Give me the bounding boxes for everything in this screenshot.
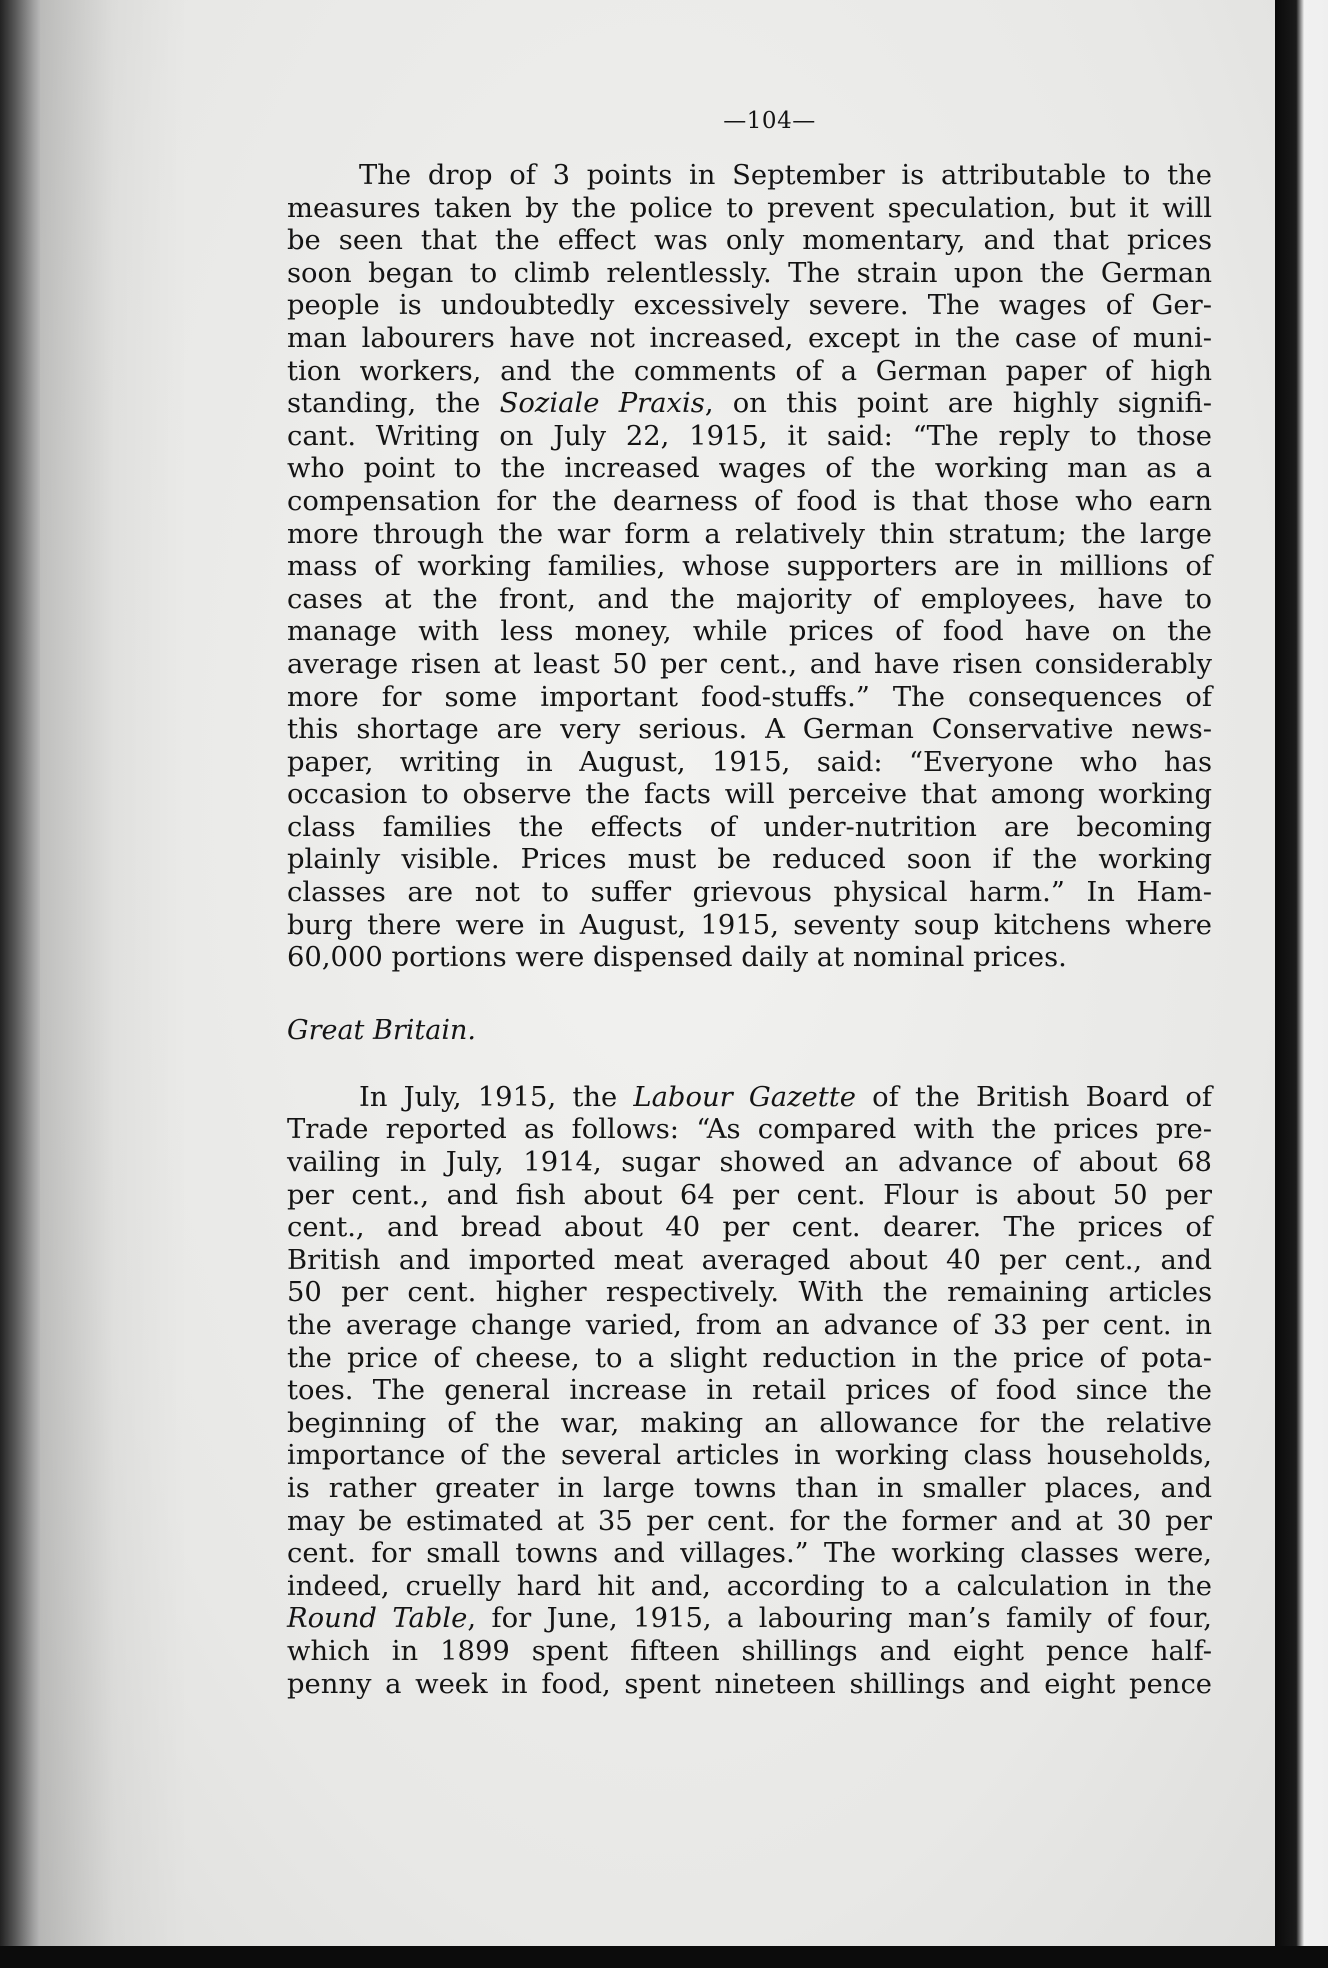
- text-line: is rather greater in large towns than in smaller places, and: [287, 1472, 1212, 1504]
- publication-title-soziale-praxis: Soziale Praxis: [499, 388, 705, 420]
- text-line: [287, 1603, 1212, 1636]
- text-line: class families the effects of under-nutrition are becoming: [287, 811, 1212, 843]
- text-line: more through the war form a relatively thin stratum; the large: [287, 518, 1212, 550]
- text-line: measures taken by the police to prevent speculation, but it will: [287, 192, 1212, 224]
- text-line: toes. The general increase in retail prices of food since the: [287, 1375, 1212, 1407]
- text-line: mass of working families, whose supporters are in millions of: [287, 551, 1212, 583]
- text-line: burg there were in August, 1915, seventy soup kitchens where: [287, 909, 1212, 941]
- text-line: more for some important food-stuffs.” The consequences of: [287, 681, 1212, 713]
- page-number: —104—: [723, 108, 816, 134]
- text-fragment: standing, the: [287, 388, 500, 420]
- text-line: compensation for the dearness of food is that those who earn: [287, 485, 1212, 517]
- text-line: the price of cheese, to a slight reduction in the price of pota-: [287, 1342, 1212, 1374]
- text-line: man labourers have not increased, except in the case of muni-: [287, 322, 1212, 354]
- text-line: [287, 1082, 1212, 1115]
- text-line: indeed, cruelly hard hit and, according to a calculation in the: [287, 1570, 1212, 1602]
- text-fragment: In July, 1915, the: [359, 1081, 634, 1113]
- page-content: [287, 108, 1212, 1701]
- text-line: classes are not to suffer grievous physical harm.” In Ham-: [287, 877, 1212, 909]
- text-line: paper, writing in August, 1915, said: “Everyone who has: [287, 746, 1212, 778]
- publication-title-labour-gazette: Labour Gazette: [633, 1081, 856, 1113]
- text-fragment: , for June, 1915, a labouring man’s family of four,: [467, 1603, 1212, 1635]
- text-line: may be estimated at 35 per cent. for the former and at 30 per: [287, 1505, 1212, 1537]
- text-line: be seen that the effect was only momentary, and that prices: [287, 225, 1212, 257]
- text-line: people is undoubtedly excessively severe. The wages of Ger-: [287, 290, 1212, 322]
- paragraph-germany-prices: [287, 160, 1212, 975]
- text-fragment: , on this point are highly signifi-: [704, 388, 1212, 420]
- text-line: cant. Writing on July 22, 1915, it said: “The reply to those: [287, 420, 1212, 452]
- text-line: the average change varied, from an advance of 33 per cent. in: [287, 1310, 1212, 1341]
- text-line: [287, 388, 1212, 421]
- text-line: cent. for small towns and villages.” The working classes were,: [287, 1538, 1212, 1570]
- text-line: British and imported meat averaged about 40 per cent., and: [287, 1244, 1212, 1276]
- right-page-edge: [1275, 0, 1328, 1968]
- text-line: cases at the front, and the majority of employees, have to: [287, 583, 1212, 615]
- text-line: tion workers, and the comments of a German paper of high: [287, 355, 1212, 387]
- text-line: who point to the increased wages of the working man as a: [287, 453, 1212, 485]
- text-line: soon began to climb relentlessly. The strain upon the German: [287, 257, 1212, 289]
- text-line: manage with less money, while prices of food have on the: [287, 616, 1212, 648]
- text-line: occasion to observe the facts will perceive that among working: [287, 779, 1212, 811]
- text-line: vailing in July, 1914, sugar showed an advance of about 68: [287, 1147, 1212, 1179]
- text-line: cent., and bread about 40 per cent. dearer. The prices of: [287, 1212, 1212, 1244]
- text-line: 60,000 portions were dispensed daily at nominal prices.: [287, 942, 1067, 974]
- paragraph-britain-prices: [287, 1082, 1212, 1701]
- text-line: per cent., and fish about 64 per cent. Flour is about 50 per: [287, 1179, 1212, 1211]
- text-line: plainly visible. Prices must be reduced soon if the working: [287, 844, 1212, 876]
- text-line: which in 1899 spent fifteen shillings and eight pence half-: [287, 1635, 1212, 1667]
- text-line: beginning of the war, making an allowance for the relative: [287, 1407, 1212, 1439]
- bottom-page-edge: [0, 1946, 1328, 1968]
- text-line: average risen at least 50 per cent., and have risen considerably: [287, 648, 1212, 680]
- text-line: importance of the several articles in working class households,: [287, 1440, 1212, 1472]
- text-line: this shortage are very serious. A German Conservative news-: [287, 714, 1212, 746]
- text-line: Trade reported as follows: “As compared with the prices pre-: [287, 1114, 1212, 1146]
- publication-title-round-table: Round Table: [287, 1603, 468, 1635]
- text-fragment: of the British Board of: [855, 1081, 1213, 1113]
- text-line: 50 per cent. higher respectively. With the remaining articles: [287, 1277, 1212, 1309]
- section-heading-great-britain: Great Britain.: [287, 1014, 476, 1046]
- text-line: The drop of 3 points in September is attributable to the: [359, 160, 1212, 191]
- text-line: penny a week in food, spent nineteen shillings and eight pence: [287, 1668, 1212, 1700]
